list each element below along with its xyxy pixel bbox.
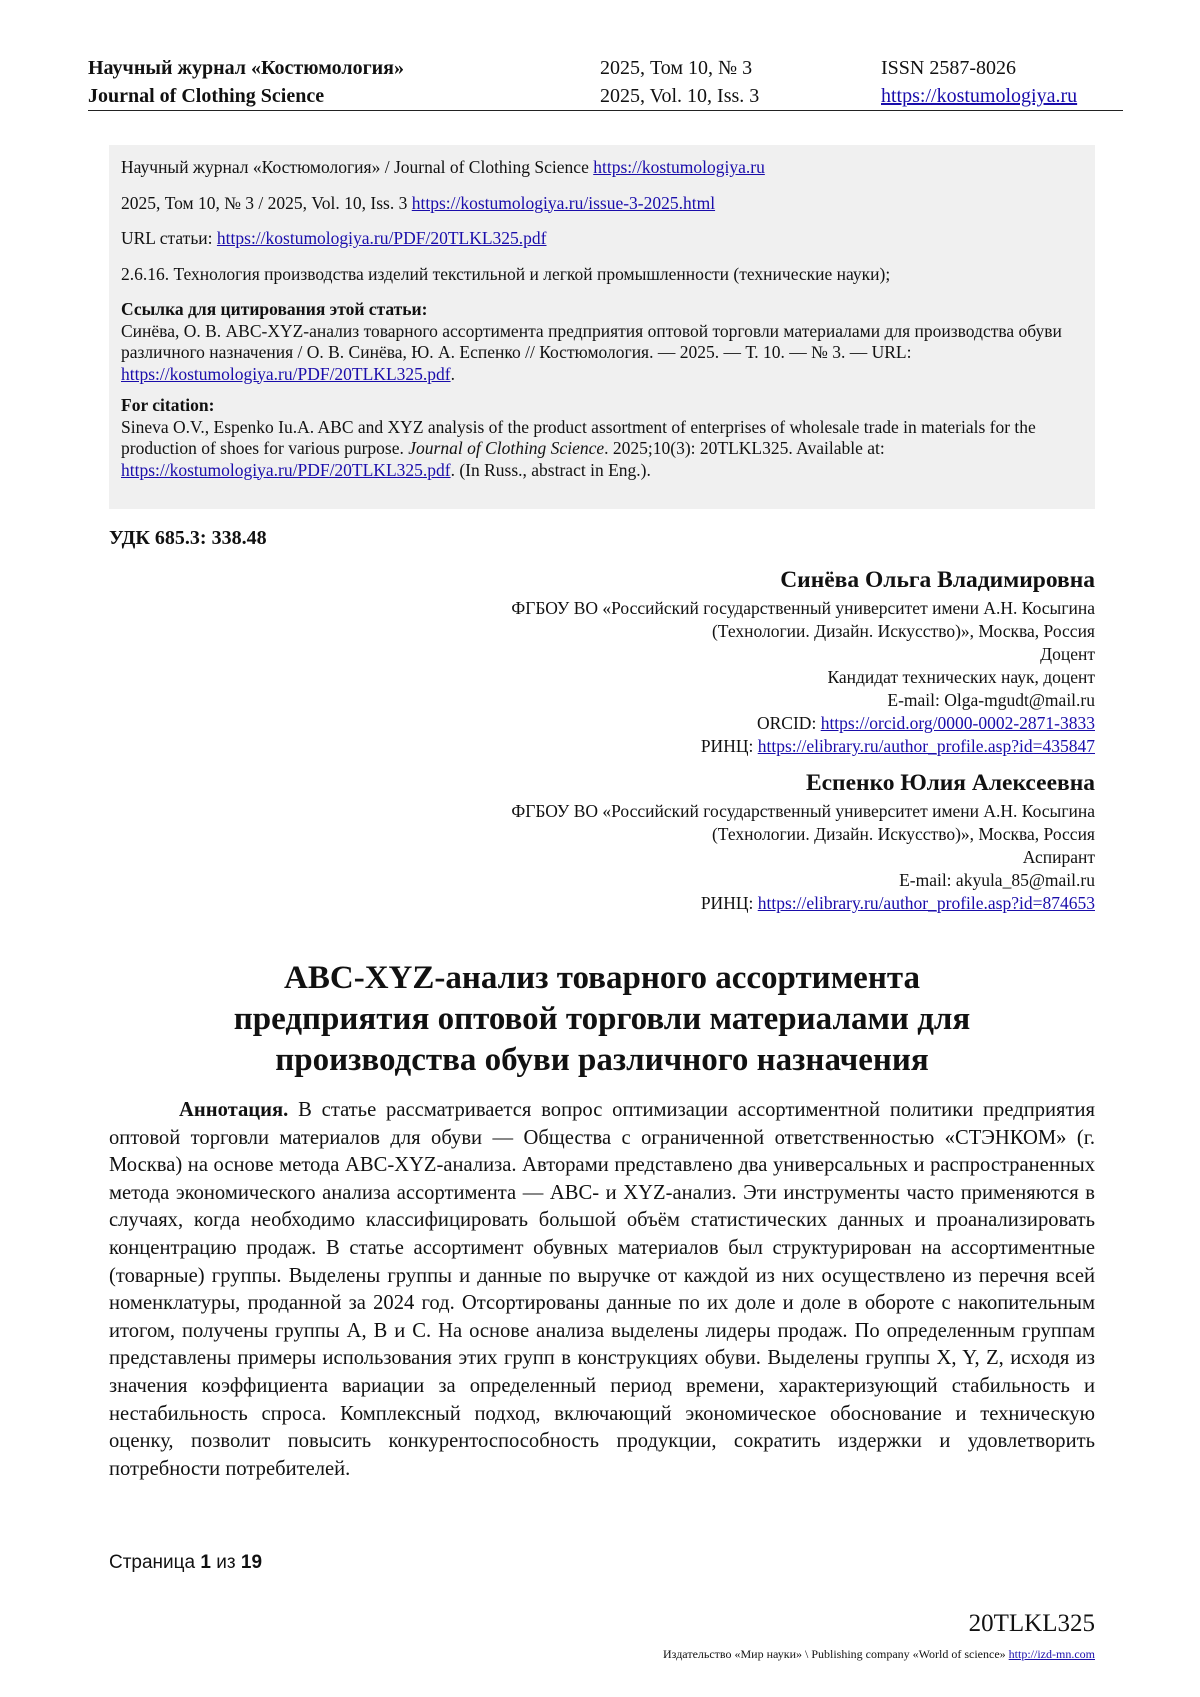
citation-ru-text: Синёва, О. В. ABC-XYZ-анализ товарного ассортимента предприятия оптовой торговли материалами для производства обуви различного назначения / О. В. Синёва, Ю. А. Еспенко // Костюмология. — 2025. — Т. 10. — № 3. — URL: <box>121 320 1062 362</box>
citation-ru-end: . <box>450 363 455 384</box>
article-title-line-3: производства обуви различного назначения <box>275 1042 929 1078</box>
author-1-email: E-mail: Olga-mgudt@mail.ru <box>887 690 1095 710</box>
author-1-degree: Кандидат технических наук, доцент <box>827 667 1095 687</box>
info-journal-text: Научный журнал «Костюмология» / Journal of Clothing Science <box>121 157 594 177</box>
header-issn: ISSN 2587-8026 <box>881 57 1017 79</box>
page-counter-prefix: Страница <box>109 1552 201 1573</box>
page-counter-mid: из <box>210 1552 241 1573</box>
publisher-link[interactable]: http://izd-mn.com <box>1008 1647 1095 1661</box>
author-2 <box>195 768 1095 915</box>
author-1-affiliation-1: ФГБОУ ВО «Российский государственный университет имени А.Н. Косыгина <box>511 598 1095 618</box>
header-journal-en: Journal of Clothing Science <box>88 85 325 107</box>
authors-block <box>195 565 1095 925</box>
header-issue <box>600 54 759 110</box>
author-1-position: Доцент <box>1040 644 1095 664</box>
publisher-text: Издательство «Мир науки» \ Publishing company «World of science» <box>663 1647 1009 1661</box>
author-1-name: Синёва Ольга Владимировна <box>780 567 1095 593</box>
header-issue-en: 2025, Vol. 10, Iss. 3 <box>600 85 760 107</box>
author-1-rinc-label: РИНЦ: <box>700 736 758 756</box>
header-ids <box>881 54 1077 110</box>
author-2-name: Еспенко Юлия Алексеевна <box>805 770 1095 796</box>
author-1-orcid-label: ORCID: <box>757 713 821 733</box>
info-issue-text: 2025, Том 10, № 3 / 2025, Vol. 10, Iss. 3 <box>121 192 412 213</box>
info-journal-line <box>121 157 1081 179</box>
citation-en-text: Sineva O.V., Espenko Iu.A. ABC and XYZ analysis of the product assortment of enterprises of wholesale trade in materials for the production of shoes for various purpose. <box>121 416 1036 458</box>
author-1-affiliation-2: (Технологии. Дизайн. Искусство)», Москва, Россия <box>711 621 1095 641</box>
citation-en <box>121 395 1081 481</box>
page-current: 1 <box>200 1552 211 1573</box>
header-journal-ru: Научный журнал «Костюмология» <box>88 57 404 79</box>
info-url-label: URL статьи: <box>121 228 217 248</box>
citation-ru <box>121 299 1081 385</box>
author-2-rinc-link[interactable]: https://elibrary.ru/author_profile.asp?id=874653 <box>757 893 1095 913</box>
info-specialty: 2.6.16. Технология производства изделий текстильной и легкой промышленности (технические науки); <box>121 263 891 284</box>
page-total: 19 <box>240 1552 263 1573</box>
info-issue-line <box>121 193 1081 215</box>
info-journal-link[interactable]: https://kostumologiya.ru <box>593 157 765 177</box>
citation-ru-link[interactable]: https://kostumologiya.ru/PDF/20TLKL325.pdf <box>121 363 451 384</box>
citation-ru-label: Ссылка для цитирования этой статьи: <box>121 299 428 319</box>
udk-code: УДК 685.3: 338.48 <box>109 527 267 549</box>
citation-en-link[interactable]: https://kostumologiya.ru/PDF/20TLKL325.pdf <box>121 459 451 480</box>
publisher-line <box>663 1647 1095 1662</box>
author-1-rinc <box>195 735 1095 758</box>
author-2-position: Аспирант <box>1022 847 1095 867</box>
citation-en-text2: . 2025;10(3): 20TLKL325. Available at: <box>604 438 885 458</box>
info-url-link[interactable]: https://kostumologiya.ru/PDF/20TLKL325.pdf <box>216 228 547 248</box>
article-title <box>109 958 1095 1081</box>
article-title-line-2: предприятия оптовой торговли материалами для <box>233 1001 971 1037</box>
article-info-box <box>109 145 1095 509</box>
header-issue-ru: 2025, Том 10, № 3 <box>600 57 753 79</box>
info-issue-link[interactable]: https://kostumologiya.ru/issue-3-2025.html <box>411 192 716 213</box>
citation-en-label: For citation: <box>121 395 215 415</box>
author-1-orcid <box>195 712 1095 735</box>
author-1-rinc-link[interactable]: https://elibrary.ru/author_profile.asp?id=435847 <box>757 736 1095 756</box>
citation-en-journal: Journal of Clothing Science <box>408 438 605 458</box>
author-2-email: E-mail: akyula_85@mail.ru <box>899 870 1095 890</box>
author-2-affiliation-1: ФГБОУ ВО «Российский государственный университет имени А.Н. Косыгина <box>511 801 1095 821</box>
header-site-link[interactable]: https://kostumologiya.ru <box>881 85 1078 107</box>
article-code: 20TLKL325 <box>968 1610 1095 1637</box>
author-2-affiliation-2: (Технологии. Дизайн. Искусство)», Москва, Россия <box>711 824 1095 844</box>
author-1-orcid-link[interactable]: https://orcid.org/0000-0002-2871-3833 <box>820 713 1095 733</box>
abstract-text: В статье рассматривается вопрос оптимизации ассортиментной политики предприятия оптовой торговли материалов для обуви — Общества с ограниченной ответственностью «СТЭНКОМ» (г. Москва) на основе метода ABC-XYZ-анализа. Авторами представлено два универсальных и распространенных метода экономического анализа ассортимента — ABC- и XYZ-анализ. Эти инструменты часто применяются в случаях, когда необходимо классифицировать большой объём статистических данных и проанализировать концентрацию продаж. В статье ассортимент обувных материалов был структурирован на ассортиментные (товарные) группы. Выделены группы и данные по выручке от каждой из них осуществлено из перечня всей номенклатуры, проданной за 2024 год. Отсортированы данные по их доле и доле в обороте с накопительным итогом, получены группы A, B и C. На основе анализа выделены лидеры продаж. По определенным группам представлены примеры использования этих групп в конструкциях обуви. Выделены группы X, Y, Z, исходя из значения коэффициента вариации за определенный период времени, характеризующий стабильность и нестабильность спроса. Комплексный подход, включающий экономическое обоснование и техническую оценку, позволит повысить конкурентоспособность продукции, сократить издержки и удовлетворить потребности потребителей. <box>109 1099 1095 1480</box>
running-header <box>88 54 1123 111</box>
page-counter <box>109 1552 262 1574</box>
author-1 <box>195 565 1095 758</box>
author-2-rinc-label: РИНЦ: <box>700 893 758 913</box>
info-url-line <box>121 228 1081 250</box>
citation-en-end: . (In Russ., abstract in Eng.). <box>450 459 651 480</box>
article-title-line-1: ABC-XYZ-анализ товарного ассортимента <box>284 960 920 996</box>
header-journal <box>88 54 404 110</box>
abstract <box>109 1097 1095 1483</box>
author-2-rinc <box>195 892 1095 915</box>
abstract-label: Аннотация. <box>179 1099 289 1121</box>
